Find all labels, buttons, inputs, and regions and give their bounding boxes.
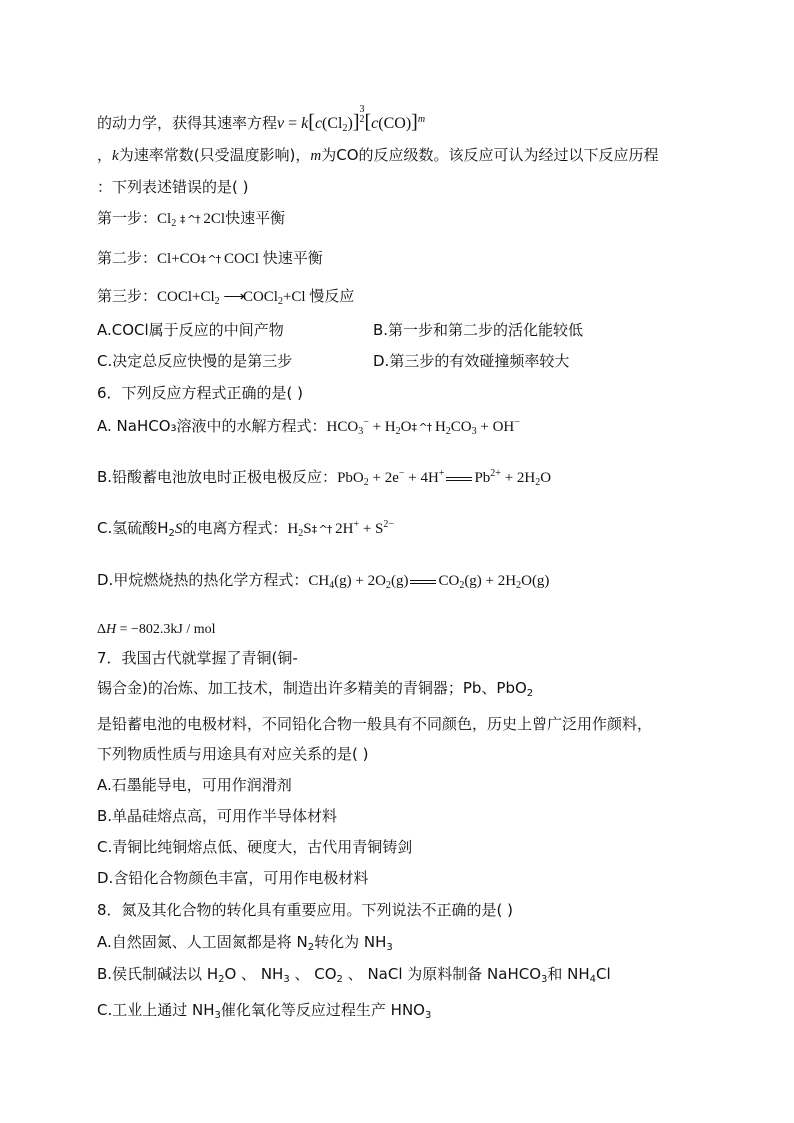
q5-option-b: B.第一步和第二步的活化能较低 bbox=[373, 321, 584, 339]
q5-definition-line: ，k为速率常数(只受温度影响)，m为CO的反应级数。该反应可认为经过以下反应历程 bbox=[97, 146, 659, 164]
q7-option-c: C.青铜比纯铜熔点低、硬度大，古代用青铜铸剑 bbox=[97, 838, 413, 856]
rate-exponent: 3 2 bbox=[359, 104, 365, 125]
equals-arrow-icon bbox=[410, 580, 436, 584]
q5-question-line: ：下列表述错误的是( ) bbox=[97, 178, 249, 196]
q5-intro-line bbox=[97, 105, 425, 134]
q7-option-b: B.单晶硅熔点高，可用作半导体材料 bbox=[97, 807, 338, 825]
q7-stem-line-2: 锡合金)的冶炼、加工技术，制造出许多精美的青铜器；Pb、PbO$_2$ bbox=[97, 679, 534, 699]
reversible-arrow-icon: ‡ ^† bbox=[411, 421, 432, 434]
equals-arrow-icon bbox=[446, 477, 472, 481]
q6-enthalpy: ΔH = −802.3kJ / mol bbox=[97, 622, 216, 637]
q5-option-d: D.第三步的有效碰撞频率较大 bbox=[373, 352, 570, 370]
q7-option-a: A.石墨能导电，可用作润滑剂 bbox=[97, 776, 292, 794]
q7-stem-line-1: 7．我国古代就掌握了青铜(铜- bbox=[97, 649, 298, 667]
q6-option-d: D.甲烷燃烧热的热化学方程式：$CH_4(g) + 2O_2(g) CO_2(g) + 2H_2O(g)$ bbox=[97, 571, 550, 591]
q5-step-3: 第三步：$COCl+Cl_2$ ⟶COCl$_2$+Cl 慢反应 bbox=[97, 287, 355, 307]
q5-intro-text: 的动力学，获得其速率方程 bbox=[97, 114, 278, 132]
reversible-arrow-icon: ‡ ^† bbox=[311, 523, 332, 536]
q5-step-1: 第一步：$Cl_2$ ‡ ^† 2Cl快速平衡 bbox=[97, 209, 286, 229]
q5-step-2: 第二步：Cl+CO‡ ^† COCl 快速平衡 bbox=[97, 248, 323, 270]
reversible-arrow-icon: ‡ ^† bbox=[179, 213, 200, 226]
reversible-arrow-icon: ‡ ^† bbox=[200, 253, 221, 266]
q6-option-c: C.氢硫酸$H_2S$的电离方程式：$H_2S\ddagger$ ^† $2H^+ + S^{2-}$ bbox=[97, 519, 395, 539]
q7-option-d: D.含铅化合物颜色丰富，可用作电极材料 bbox=[97, 869, 369, 887]
rate-equation: $v = k[c(Cl_2)]$ 3 2 $[c(CO)]^m$ bbox=[277, 104, 426, 134]
q8-option-b: B.侯氏制碱法以 $H_2O$ 、 $NH_3$ 、 $CO_2$ 、 NaCl 为原料制备 NaHCO$_3$和 $NH_4Cl$ bbox=[97, 965, 611, 985]
q7-stem-line-4: 下列物质性质与用途具有对应关系的是( ) bbox=[97, 745, 369, 763]
q7-stem-line-3: 是铅蓄电池的电极材料，不同铅化合物一般具有不同颜色，历史上曾广泛用作颜料， bbox=[97, 715, 653, 733]
q5-option-a: A.COCl属于反应的中间产物 bbox=[97, 321, 284, 339]
q5-option-c: C.决定总反应快慢的是第三步 bbox=[97, 352, 293, 370]
q6-option-a: A. NaHCO₃溶液中的水解方程式：$HCO_3^-$ + $H_2O\ddagger$ ^† $H_2CO_3 + OH^-$ bbox=[97, 417, 520, 437]
q8-stem: 8．氮及其化合物的转化具有重要应用。下列说法不正确的是( ) bbox=[97, 901, 514, 919]
q8-option-a: A.自然固氮、人工固氮都是将 $N_2$转化为 $NH_3$ bbox=[97, 933, 393, 953]
q6-stem: 6．下列反应方程式正确的是( ) bbox=[97, 384, 304, 402]
q6-option-b: B.铅酸蓄电池放电时正极电极反应：PbO$_2$ + 2e− + 4H+ $Pb^{2+} + 2H_2O$ bbox=[97, 468, 552, 488]
q8-option-c: C.工业上通过 $NH_3$催化氧化等反应过程生产 $HNO_3$ bbox=[97, 1001, 432, 1021]
long-arrow-icon: ⟶ bbox=[223, 289, 243, 305]
